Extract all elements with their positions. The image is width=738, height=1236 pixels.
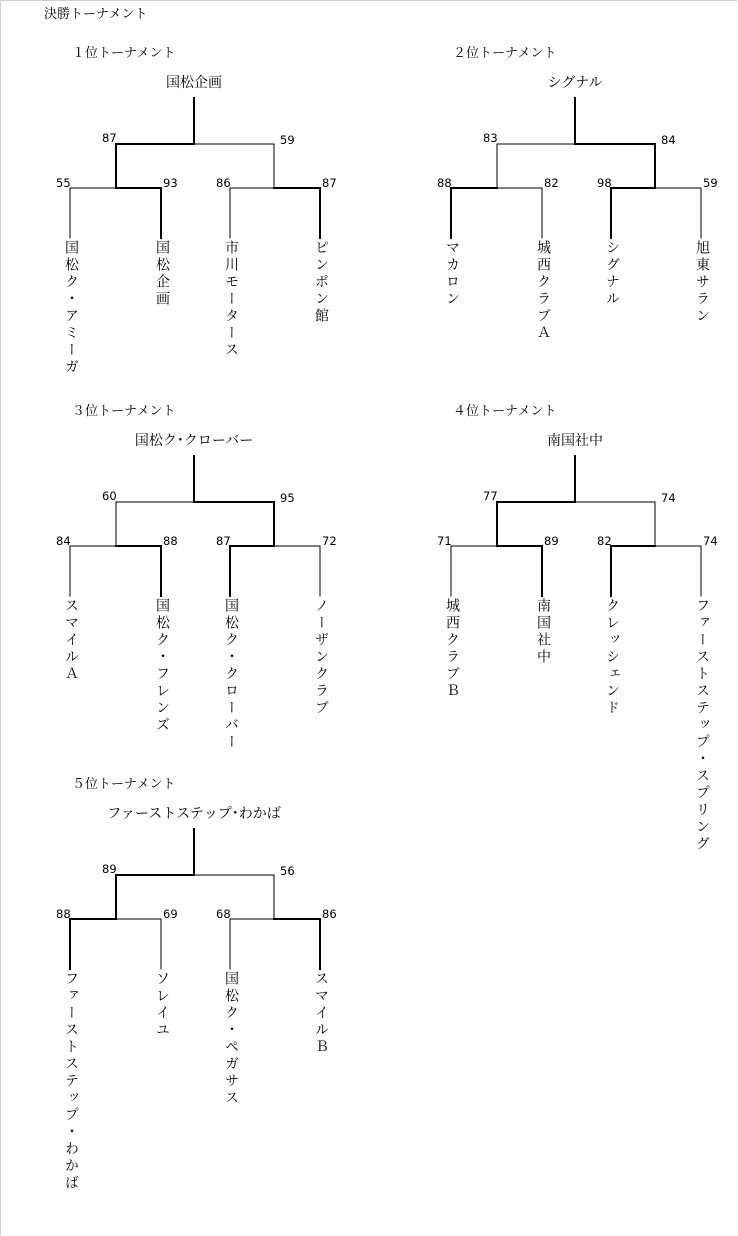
team-name: ピンポン館 [313,240,329,325]
round1-score: 84 [56,534,71,548]
bracket-lines [44,42,384,412]
round1-score: 89 [544,534,559,548]
team-name: 南国社中 [535,598,551,666]
team-name: スマイルＢ [313,971,329,1056]
page-title: 決勝トーナメント [44,7,148,22]
round1-score: 86 [322,907,337,921]
team-name: 旭東サラン [694,240,710,325]
team-name: ファーストステップ・スプリング [694,598,710,853]
round1-score: 71 [437,534,452,548]
team-name: スマイルＡ [63,598,79,683]
round1-score: 69 [163,907,178,921]
bracket-lines [44,400,384,770]
round1-score: 68 [216,907,231,921]
round1-score: 88 [56,907,71,921]
team-name: 城西クラブＡ [535,240,551,342]
semi-score: 89 [102,862,117,876]
team-name: 城西クラブＢ [444,598,460,700]
round1-score: 82 [544,176,559,190]
round1-score: 86 [216,176,231,190]
semi-score: 87 [102,131,117,145]
round1-score: 93 [163,176,178,190]
tournament-winner: シグナル [547,75,603,91]
bracket-lines [425,400,738,770]
tournament-5 [44,773,384,1192]
round1-score: 87 [322,176,337,190]
round1-score: 87 [216,534,231,548]
team-name: 国松ク・フレンズ [154,598,170,734]
round1-score: 59 [703,176,718,190]
tournament-label: ３位トーナメント [72,404,176,419]
tournament-winner: 国松企画 [166,75,222,91]
team-name: ファーストステップ・わかば [63,971,79,1192]
round1-score: 55 [56,176,71,190]
team-name: 国松ク・ペガサス [223,971,239,1107]
team-name: マカロン [444,240,460,308]
round1-score: 72 [322,534,337,548]
semi-score: 77 [483,489,498,503]
semi-score: 56 [280,864,295,878]
round1-score: 88 [163,534,178,548]
semi-score: 83 [483,131,498,145]
semi-score: 84 [661,133,676,147]
semi-score: 59 [280,133,295,147]
semi-score: 74 [661,491,676,505]
tournament-label: ５位トーナメント [72,777,176,792]
round1-score: 74 [703,534,718,548]
team-name: シグナル [604,240,620,308]
tournament-4 [425,400,738,853]
team-name: 国松ク・クローバー [223,598,239,751]
tournament-1 [44,42,384,412]
tournament-3 [44,400,384,770]
semi-score: 95 [280,491,295,505]
team-name: ノーザンクラブ [313,598,329,717]
bracket-lines [44,773,384,1143]
team-name: クレッシェンド [604,598,620,717]
team-name: 国松ク・アミーガ [63,240,79,376]
semi-score: 60 [102,489,117,503]
tournament-label: ２位トーナメント [453,46,557,61]
team-name: 市川モータース [223,240,239,359]
tournament-winner: ファーストステップ･わかば [107,806,281,822]
tournament-2 [425,42,738,412]
tournament-label: ４位トーナメント [453,404,557,419]
tournament-winner: 国松ク･クローバー [134,433,254,449]
round1-score: 98 [597,176,612,190]
round1-score: 82 [597,534,612,548]
tournament-label: １位トーナメント [72,46,176,61]
tournament-winner: 南国社中 [547,433,603,449]
team-name: ソレイユ [154,971,170,1039]
round1-score: 88 [437,176,452,190]
bracket-lines [425,42,738,412]
team-name: 国松企画 [154,240,170,308]
